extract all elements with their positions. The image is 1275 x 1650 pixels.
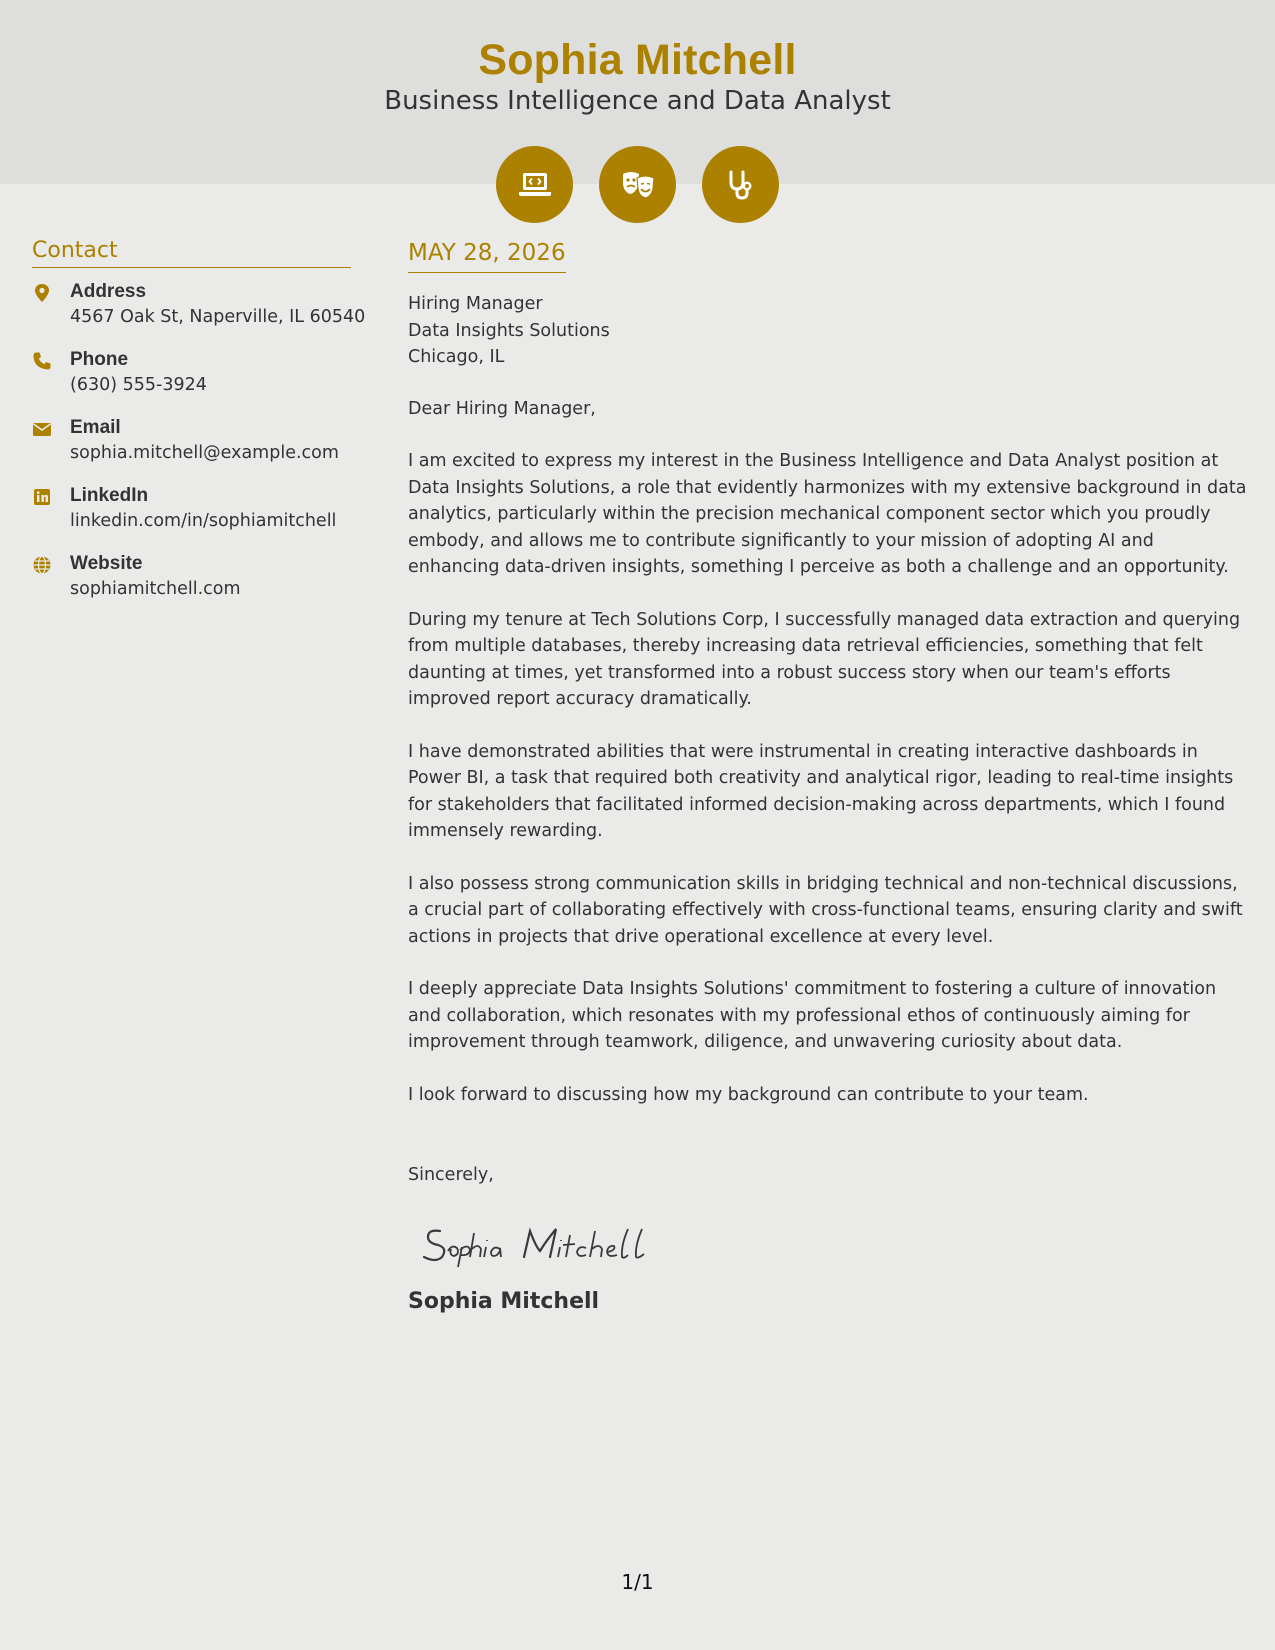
recipient-name: Hiring Manager	[408, 294, 543, 314]
letter-body	[408, 240, 1250, 1314]
laptop-code-icon	[496, 146, 573, 223]
paragraph: During my tenure at Tech Solutions Corp, I successfully managed data extraction and querying from multiple databases, thereby increasing data retrieval efficiencies, something that felt daunting at times, yet transformed into a robust success story when our team's efforts improved report accuracy dramatically.	[408, 609, 1241, 709]
address-value: 4567 Oak St, Naperville, IL 60540	[70, 307, 366, 327]
recipient-location: Chicago, IL	[408, 347, 505, 367]
contact-label: LinkedIn	[70, 485, 149, 506]
closing: Sincerely,	[408, 1165, 494, 1185]
handwritten-signature	[418, 1217, 1250, 1269]
phone-icon	[32, 348, 70, 398]
contact-label: Address	[70, 281, 147, 302]
page-number: 1/1	[621, 1570, 654, 1594]
contact-email	[32, 416, 351, 466]
linkedin-value[interactable]: linkedin.com/in/sophiamitchell	[70, 511, 337, 531]
contact-address	[32, 280, 366, 330]
signer-name: Sophia Mitchell	[408, 1288, 600, 1314]
website-value[interactable]: sophiamitchell.com	[70, 579, 241, 599]
paragraph: I have demonstrated abilities that were instrumental in creating interactive dashboards in Power BI, a task that required both creativity and analytical rigor, leading to real-time insights for stakeholders that facilitated informed decision-making across departments, which I found immensely rewarding.	[408, 741, 1234, 841]
paragraph: I look forward to discussing how my background can contribute to your team.	[408, 1084, 1089, 1105]
map-pin-icon	[32, 280, 70, 330]
applicant-title: Business Intelligence and Data Analyst	[384, 86, 891, 116]
recipient-company: Data Insights Solutions	[408, 320, 610, 341]
phone-value: (630) 555-3924	[70, 375, 207, 395]
contact-linkedin	[32, 484, 351, 534]
recipient-block	[408, 291, 1250, 371]
paragraph: I deeply appreciate Data Insights Solutions' commitment to fostering a culture of innovation and collaboration, which resonates with my professional ethos of continuously aiming for improvement through teamwork, diligence, and unwavering curiosity about data.	[408, 979, 1217, 1052]
salutation: Dear Hiring Manager,	[408, 398, 596, 419]
contact-heading: Contact	[32, 238, 351, 268]
envelope-icon	[32, 416, 70, 466]
email-value: sophia.mitchell@example.com	[70, 443, 339, 463]
contact-label: Website	[70, 553, 143, 574]
contact-phone	[32, 348, 351, 398]
contact-label: Email	[70, 417, 121, 438]
applicant-name: Sophia Mitchell	[478, 36, 797, 84]
contact-list	[32, 280, 366, 602]
contact-sidebar	[32, 238, 366, 620]
globe-icon	[32, 552, 70, 602]
header-icon-row	[496, 146, 779, 223]
linkedin-icon	[32, 484, 70, 534]
paragraph: I also possess strong communication skills in bridging technical and non-technical discussions, a crucial part of collaborating effectively with cross-functional teams, ensuring clarity and swift actions in projects that drive operational excellence at every level.	[408, 873, 1243, 947]
contact-website	[32, 552, 351, 602]
contact-label: Phone	[70, 349, 129, 370]
paragraph: I am excited to express my interest in the Business Intelligence and Data Analyst position at Data Insights Solutions, a role that evidently harmonizes with my extensive background in data analytics, particularly within the precision mechanical component sector which you proudly embody, and allows me to contribute significantly to your mission of adopting AI and enhancing data-driven insights, something I perceive as both a challenge and an opportunity.	[408, 451, 1247, 577]
stethoscope-icon	[702, 146, 779, 223]
theater-masks-icon	[599, 146, 676, 223]
letter-date: MAY 28, 2026	[408, 240, 566, 273]
